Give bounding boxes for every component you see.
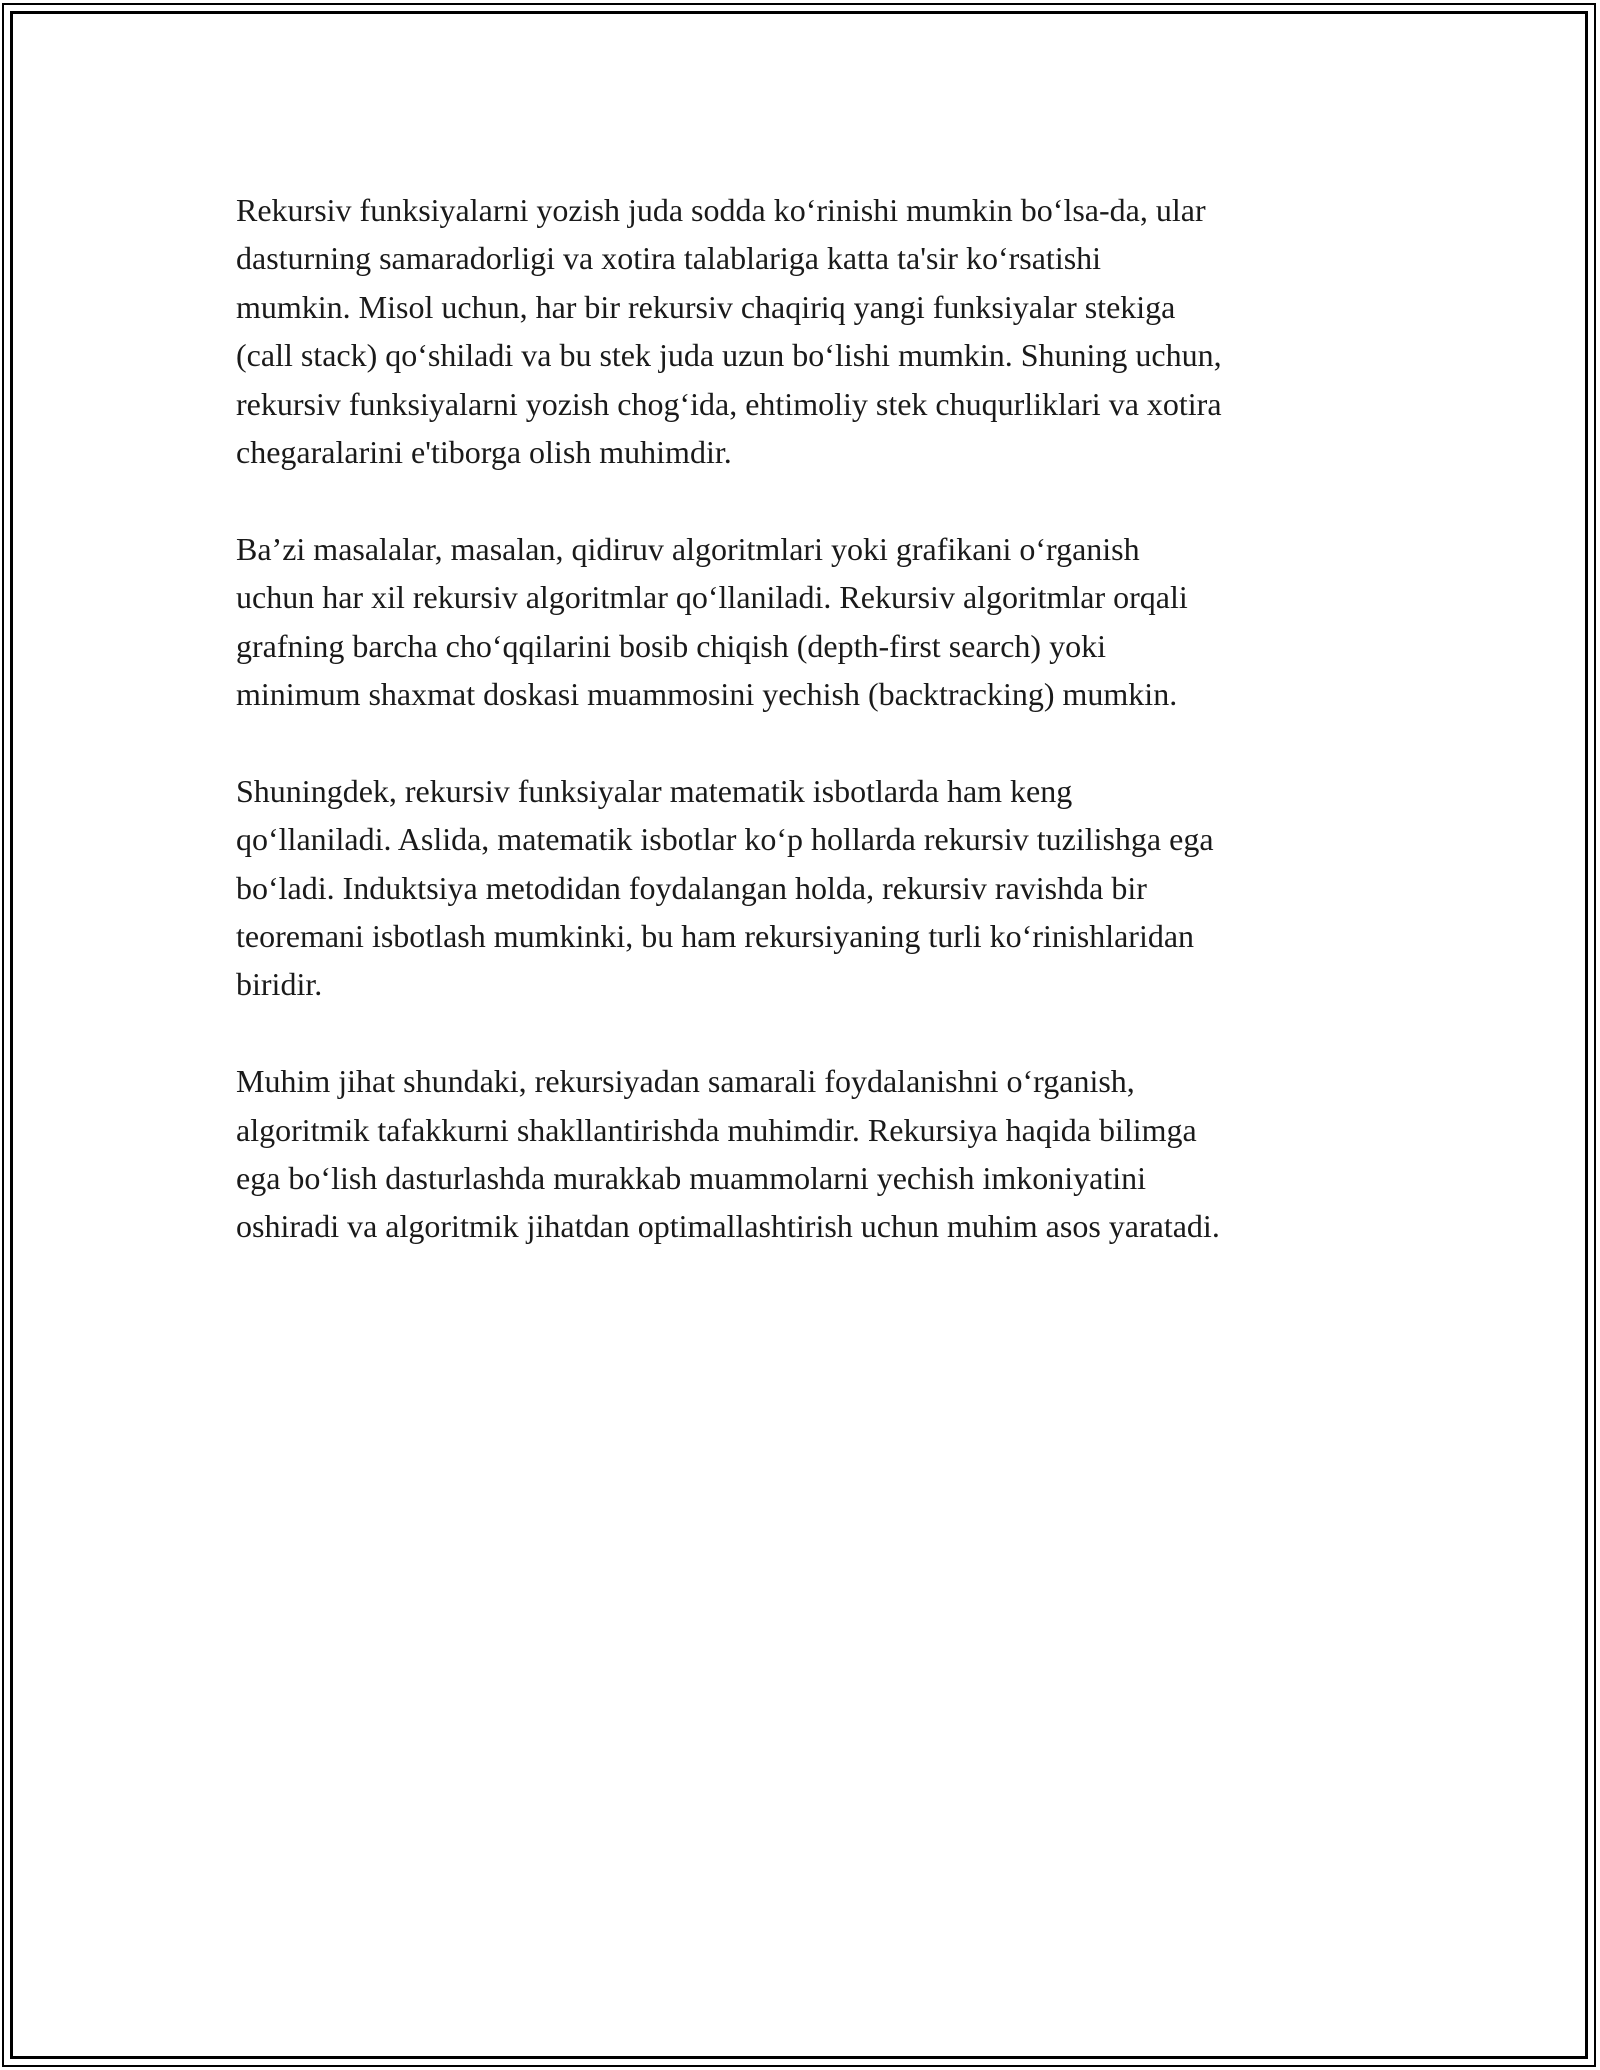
text-line: qo‘llaniladi. Aslida, matematik isbotlar ko‘p hollarda rekursiv tuzilishga ega <box>236 821 1214 858</box>
text-line: grafning barcha cho‘qqilarini bosib chiqish (depth-first search) yoki <box>236 627 1106 664</box>
text-line: rekursiv funksiyalarni yozish chog‘ida, ehtimoliy stek chuqurliklari va xotira <box>236 385 1222 422</box>
text-line: dasturning samaradorligi va xotira talablariga katta ta'sir ko‘rsatishi <box>236 240 1102 277</box>
text-line: Rekursiv funksiyalarni yozish juda sodda ko‘rinishi mumkin bo‘lsa-da, ular <box>236 192 1206 228</box>
text-line: Shuningdek, rekursiv funksiyalar matematik isbotlarda ham keng <box>236 772 1073 809</box>
text-line: chegaralarini e'tiborga olish muhimdir. <box>236 434 732 471</box>
text-line: mumkin. Misol uchun, har bir rekursiv chaqiriq yangi funksiyalar stekiga <box>236 288 1176 325</box>
paragraph-1 <box>236 186 1376 476</box>
text-line: Ba’zi masalalar, masalan, qidiruv algoritmlari yoki grafikani o‘rganish <box>236 530 1140 567</box>
document-body <box>236 186 1376 1299</box>
paragraph-4 <box>236 1057 1376 1251</box>
paragraph-2 <box>236 525 1376 719</box>
text-line: Muhim jihat shundaki, rekursiyadan samarali foydalanishni o‘rganish, <box>236 1063 1135 1100</box>
text-line: (call stack) qo‘shiladi va bu stek juda uzun bo‘lishi mumkin. Shuning uchun, <box>236 337 1222 374</box>
text-line: ega bo‘lish dasturlashda murakkab muammolarni yechish imkoniyatini <box>236 1160 1147 1197</box>
text-line: bo‘ladi. Induktsiya metodidan foydalangan holda, rekursiv ravishda bir <box>236 869 1147 906</box>
text-line: oshiradi va algoritmik jihatdan optimallashtirish uchun muhim asos yaratadi. <box>236 1208 1220 1245</box>
text-line: teoremani isbotlash mumkinki, bu ham rekursiyaning turli ko‘rinishlaridan <box>236 918 1195 955</box>
text-line: minimum shaxmat doskasi muammosini yechish (backtracking) mumkin. <box>236 676 1178 713</box>
paragraph-3 <box>236 767 1376 1009</box>
text-line: biridir. <box>236 966 323 1003</box>
text-line: algoritmik tafakkurni shakllantirishda muhimdir. Rekursiya haqida bilimga <box>236 1111 1197 1148</box>
text-line: uchun har xil rekursiv algoritmlar qo‘llaniladi. Rekursiv algoritmlar orqali <box>236 579 1188 616</box>
